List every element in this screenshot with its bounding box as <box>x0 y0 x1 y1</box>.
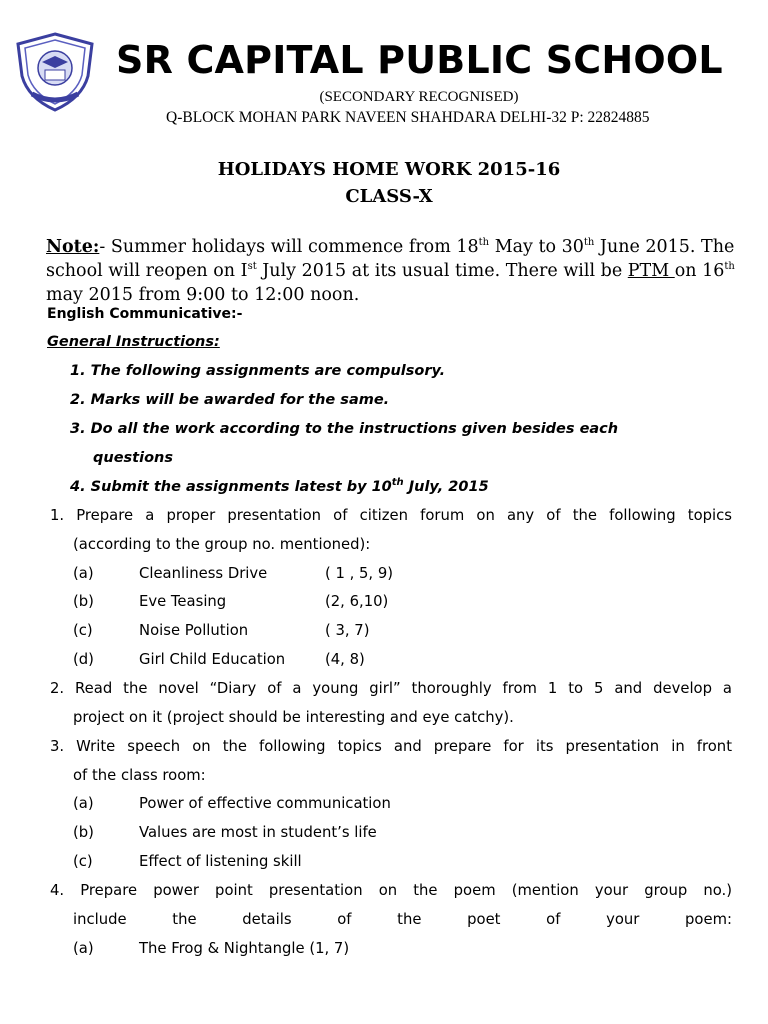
question-4-cont: include the details of the poet of your poem: <box>73 911 732 928</box>
question-3-cont: of the class room: <box>73 767 206 784</box>
school-name: SR CAPITAL PUBLIC SCHOOL <box>116 38 723 82</box>
q1-option-label: (b) <box>73 593 94 610</box>
question-4: 4. Prepare power point presentation on the poem (mention your group no.) <box>50 882 732 899</box>
instruction-item: 3. Do all the work according to the instructions given besides each <box>70 421 619 437</box>
instruction-item: 2. Marks will be awarded for the same. <box>70 392 390 408</box>
q1-option-groups: ( 1 , 5, 9) <box>325 565 394 582</box>
q3-option-topic: Effect of listening skill <box>139 853 302 870</box>
q1-option-topic: Noise Pollution <box>139 622 249 639</box>
document-title: HOLIDAYS HOME WORK 2015-16 <box>217 159 561 180</box>
instruction-item-cont: questions <box>93 450 173 466</box>
q1-option-label: (a) <box>73 565 94 582</box>
q1-option-groups: ( 3, 7) <box>325 622 370 639</box>
note-label: Note: <box>46 237 100 257</box>
ptm-text: PTM <box>627 261 675 281</box>
q3-option-label: (a) <box>73 795 94 812</box>
question-1: 1. Prepare a proper presentation of citizen forum on any of the following topics <box>50 507 732 524</box>
q1-option-topic: Eve Teasing <box>139 593 227 610</box>
section-heading: English Communicative:- <box>47 306 243 322</box>
school-address: Q-BLOCK MOHAN PARK NAVEEN SHAHDARA DELHI-32 P: 22824885 <box>166 109 650 126</box>
instruction-item: 1. The following assignments are compulsory. <box>70 363 446 379</box>
q3-option-label: (c) <box>73 853 93 870</box>
question-1-cont: (according to the group no. mentioned): <box>73 536 371 553</box>
question-2-cont: project on it (project should be interesting and eye catchy). <box>73 709 514 726</box>
note-paragraph: Note:- Summer holidays will commence from 18th May to 30th June 2015. The school will reopen on Ist July 2015 at its usual time. There will be PTM on 16th may 2015 from 9:00 to 12:00 noon. <box>46 237 735 305</box>
q1-option-label: (d) <box>73 651 94 668</box>
q3-option-topic: Power of effective communication <box>139 795 391 812</box>
q1-option-groups: (4, 8) <box>325 651 365 668</box>
question-3: 3. Write speech on the following topics and prepare for its presentation in front <box>50 738 732 755</box>
q1-option-topic: Cleanliness Drive <box>139 565 268 582</box>
q1-option-label: (c) <box>73 622 93 639</box>
class-title: CLASS-X <box>345 186 433 207</box>
q1-option-groups: (2, 6,10) <box>325 593 389 610</box>
q4-option-label: (a) <box>73 940 94 957</box>
question-2: 2. Read the novel “Diary of a young girl” thoroughly from 1 to 5 and develop a <box>50 680 732 697</box>
q3-option-topic: Values are most in student’s life <box>139 824 377 841</box>
q3-option-label: (b) <box>73 824 94 841</box>
recognition-text: (SECONDARY RECOGNISED) <box>319 89 519 105</box>
general-instructions-heading: General Instructions: <box>47 334 220 350</box>
q4-option-topic: The Frog & Nightangle (1, 7) <box>139 940 350 957</box>
instruction-item: 4. Submit the assignments latest by 10th July, 2015 <box>70 477 489 495</box>
q1-option-topic: Girl Child Education <box>139 651 286 668</box>
